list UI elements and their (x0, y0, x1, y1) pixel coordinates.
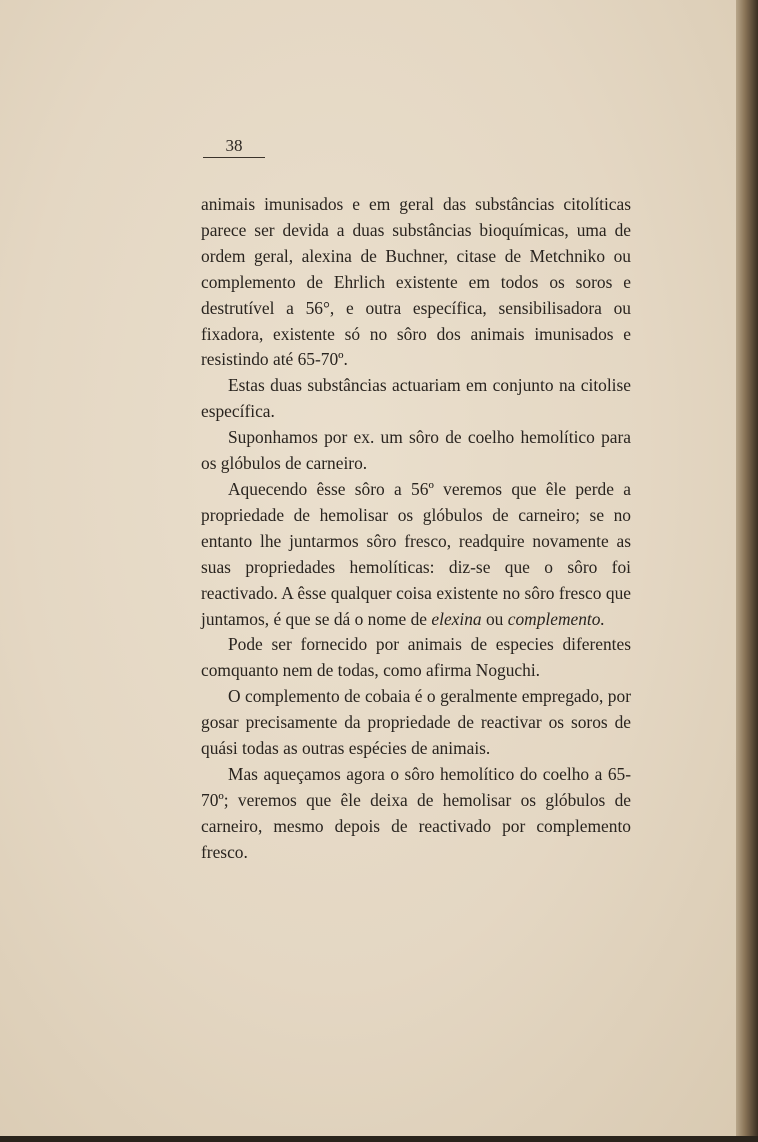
body-text (201, 192, 631, 866)
paragraph-7: Mas aqueçamos agora o sôro hemolítico do coelho a 65-70º; veremos que êle deixa de hemolisar os glóbulos de carneiro, mesmo depois de reactivado por complemento fresco. (201, 763, 631, 862)
term-elexina: elexina (431, 608, 482, 629)
paragraph-1: animais imunisados e em geral das substâncias citolíticas parece ser devida a duas substâncias bioquímicas, uma de ordem geral, alexina de Buchner, citase de Metchniko ou complemento de Ehrlich existente em todos os soros e destrutível a 56°, e outra específica, sensibilisadora ou fixadora, existente só no sôro dos animais imunisados e resistindo até 65-70º. (201, 194, 631, 370)
paragraph-6: O complemento de cobaia é o geralmente empregado, por gosar precisamente da propriedade de reactivar os soros de quási todas as outras espécies de animais. (201, 686, 631, 759)
page-edge (736, 0, 758, 1142)
page-bottom-edge (0, 1136, 758, 1142)
paragraph-4-text: Aquecendo êsse sôro a 56º veremos que êle perde a propriedade de hemolisar os glóbulos de carneiro; se no entanto lhe juntarmos sôro fresco, readquire novamente as suas propriedades hemolíticas: diz-se que o sôro foi reactivado. A êsse qualquer coisa existente no sôro fresco que juntamos, é que se dá o nome de (201, 478, 631, 629)
paragraph-2: Estas duas substâncias actuariam em conjunto na citolise específica. (201, 375, 631, 422)
term-complemento: complemento. (507, 608, 605, 629)
page-number: 38 (203, 136, 265, 158)
paragraph-5: Pode ser fornecido por animais de especies diferentes comquanto nem de todas, como afirma Noguchi. (201, 634, 631, 681)
paragraph-4 (201, 477, 631, 632)
paragraph-4-conjunction: ou (485, 608, 504, 629)
paragraph-3: Suponhamos por ex. um sôro de coelho hemolítico para os glóbulos de carneiro. (201, 427, 631, 474)
